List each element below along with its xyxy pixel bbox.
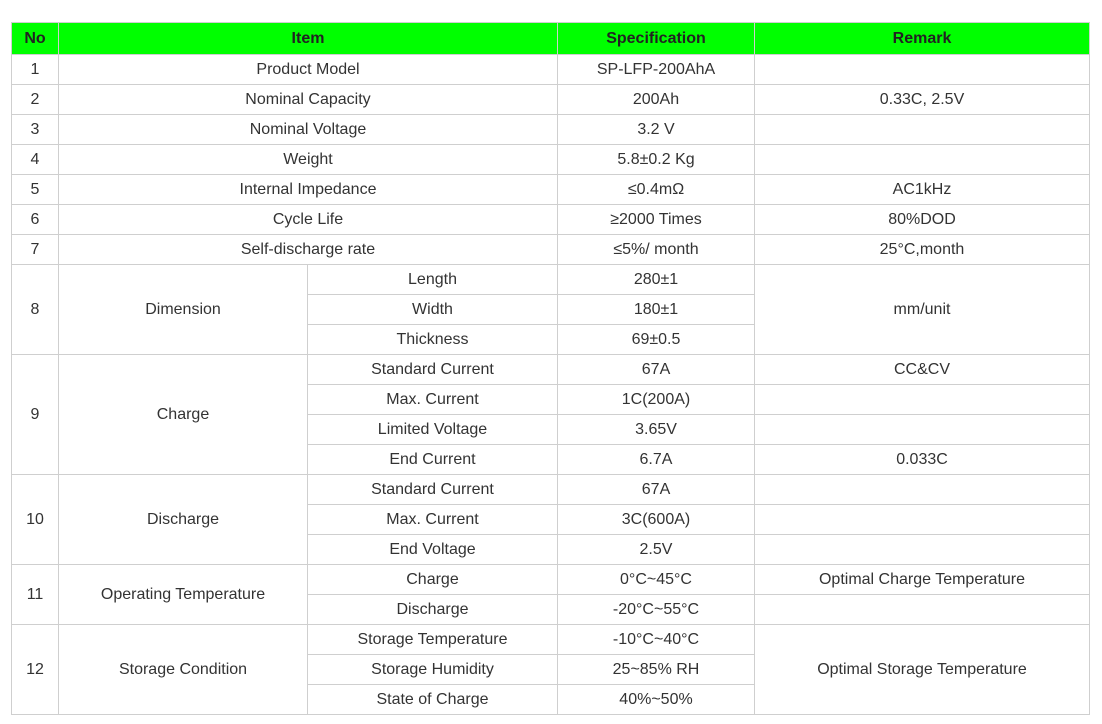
sub-remark [755, 535, 1090, 565]
sub-spec: 67A [558, 355, 755, 385]
row-remark [755, 55, 1090, 85]
sub-spec: 3.65V [558, 415, 755, 445]
sub-remark [755, 415, 1090, 445]
sub-item: Max. Current [308, 505, 558, 535]
sub-item: Standard Current [308, 475, 558, 505]
sub-item: Limited Voltage [308, 415, 558, 445]
header-remark: Remark [755, 23, 1090, 55]
row-item: Internal Impedance [59, 175, 558, 205]
group-remark: Optimal Storage Temperature [755, 625, 1090, 715]
row-item: Weight [59, 145, 558, 175]
row-remark: 25°C,month [755, 235, 1090, 265]
sub-spec: 280±1 [558, 265, 755, 295]
header-item: Item [59, 23, 558, 55]
sub-remark [755, 505, 1090, 535]
group-remark: mm/unit [755, 265, 1090, 355]
table-row [12, 625, 1090, 655]
sub-item: Thickness [308, 325, 558, 355]
sub-item: Charge [308, 565, 558, 595]
sub-remark [755, 475, 1090, 505]
sub-spec: 2.5V [558, 535, 755, 565]
table-row [12, 565, 1090, 595]
sub-item: Width [308, 295, 558, 325]
sub-spec: 180±1 [558, 295, 755, 325]
sub-item: Storage Temperature [308, 625, 558, 655]
table-row [12, 355, 1090, 385]
row-no: 6 [12, 205, 59, 235]
sub-item: Length [308, 265, 558, 295]
row-remark [755, 145, 1090, 175]
group-no: 8 [12, 265, 59, 355]
sub-spec: 67A [558, 475, 755, 505]
sub-spec: 1C(200A) [558, 385, 755, 415]
sub-remark [755, 385, 1090, 415]
row-spec: ≤5%/ month [558, 235, 755, 265]
header-specification: Specification [558, 23, 755, 55]
row-no: 7 [12, 235, 59, 265]
table-row [12, 205, 1090, 235]
row-item: Cycle Life [59, 205, 558, 235]
row-item: Self-discharge rate [59, 235, 558, 265]
table-row [12, 85, 1090, 115]
specification-table [11, 22, 1090, 715]
row-spec: SP-LFP-200AhA [558, 55, 755, 85]
row-remark [755, 115, 1090, 145]
sub-item: End Current [308, 445, 558, 475]
group-no: 12 [12, 625, 59, 715]
row-item: Nominal Capacity [59, 85, 558, 115]
row-remark: 80%DOD [755, 205, 1090, 235]
row-spec: 3.2 V [558, 115, 755, 145]
row-item: Nominal Voltage [59, 115, 558, 145]
row-spec: ≥2000 Times [558, 205, 755, 235]
row-remark: 0.33C, 2.5V [755, 85, 1090, 115]
sub-item: Discharge [308, 595, 558, 625]
header-no: No [12, 23, 59, 55]
sub-spec: -10°C~40°C [558, 625, 755, 655]
group-item: Operating Temperature [59, 565, 308, 625]
group-no: 9 [12, 355, 59, 475]
sub-item: State of Charge [308, 685, 558, 715]
header-row [12, 23, 1090, 55]
sub-item: Storage Humidity [308, 655, 558, 685]
group-item: Charge [59, 355, 308, 475]
sub-spec: -20°C~55°C [558, 595, 755, 625]
row-spec: 5.8±0.2 Kg [558, 145, 755, 175]
sub-remark: Optimal Charge Temperature [755, 565, 1090, 595]
table-row [12, 115, 1090, 145]
group-no: 11 [12, 565, 59, 625]
sub-remark: 0.033C [755, 445, 1090, 475]
row-no: 2 [12, 85, 59, 115]
table-row [12, 475, 1090, 505]
row-no: 5 [12, 175, 59, 205]
row-no: 3 [12, 115, 59, 145]
row-no: 4 [12, 145, 59, 175]
sub-remark [755, 595, 1090, 625]
row-spec: 200Ah [558, 85, 755, 115]
group-no: 10 [12, 475, 59, 565]
sub-spec: 3C(600A) [558, 505, 755, 535]
sub-remark: CC&CV [755, 355, 1090, 385]
sub-item: End Voltage [308, 535, 558, 565]
group-item: Dimension [59, 265, 308, 355]
sub-item: Standard Current [308, 355, 558, 385]
sub-item: Max. Current [308, 385, 558, 415]
table-row [12, 175, 1090, 205]
table-row [12, 265, 1090, 295]
sub-spec: 6.7A [558, 445, 755, 475]
sub-spec: 40%~50% [558, 685, 755, 715]
sub-spec: 69±0.5 [558, 325, 755, 355]
sub-spec: 0°C~45°C [558, 565, 755, 595]
row-no: 1 [12, 55, 59, 85]
row-remark: AC1kHz [755, 175, 1090, 205]
group-item: Discharge [59, 475, 308, 565]
group-item: Storage Condition [59, 625, 308, 715]
table-row [12, 55, 1090, 85]
row-spec: ≤0.4mΩ [558, 175, 755, 205]
row-item: Product Model [59, 55, 558, 85]
table-row [12, 235, 1090, 265]
sub-spec: 25~85% RH [558, 655, 755, 685]
table-row [12, 145, 1090, 175]
